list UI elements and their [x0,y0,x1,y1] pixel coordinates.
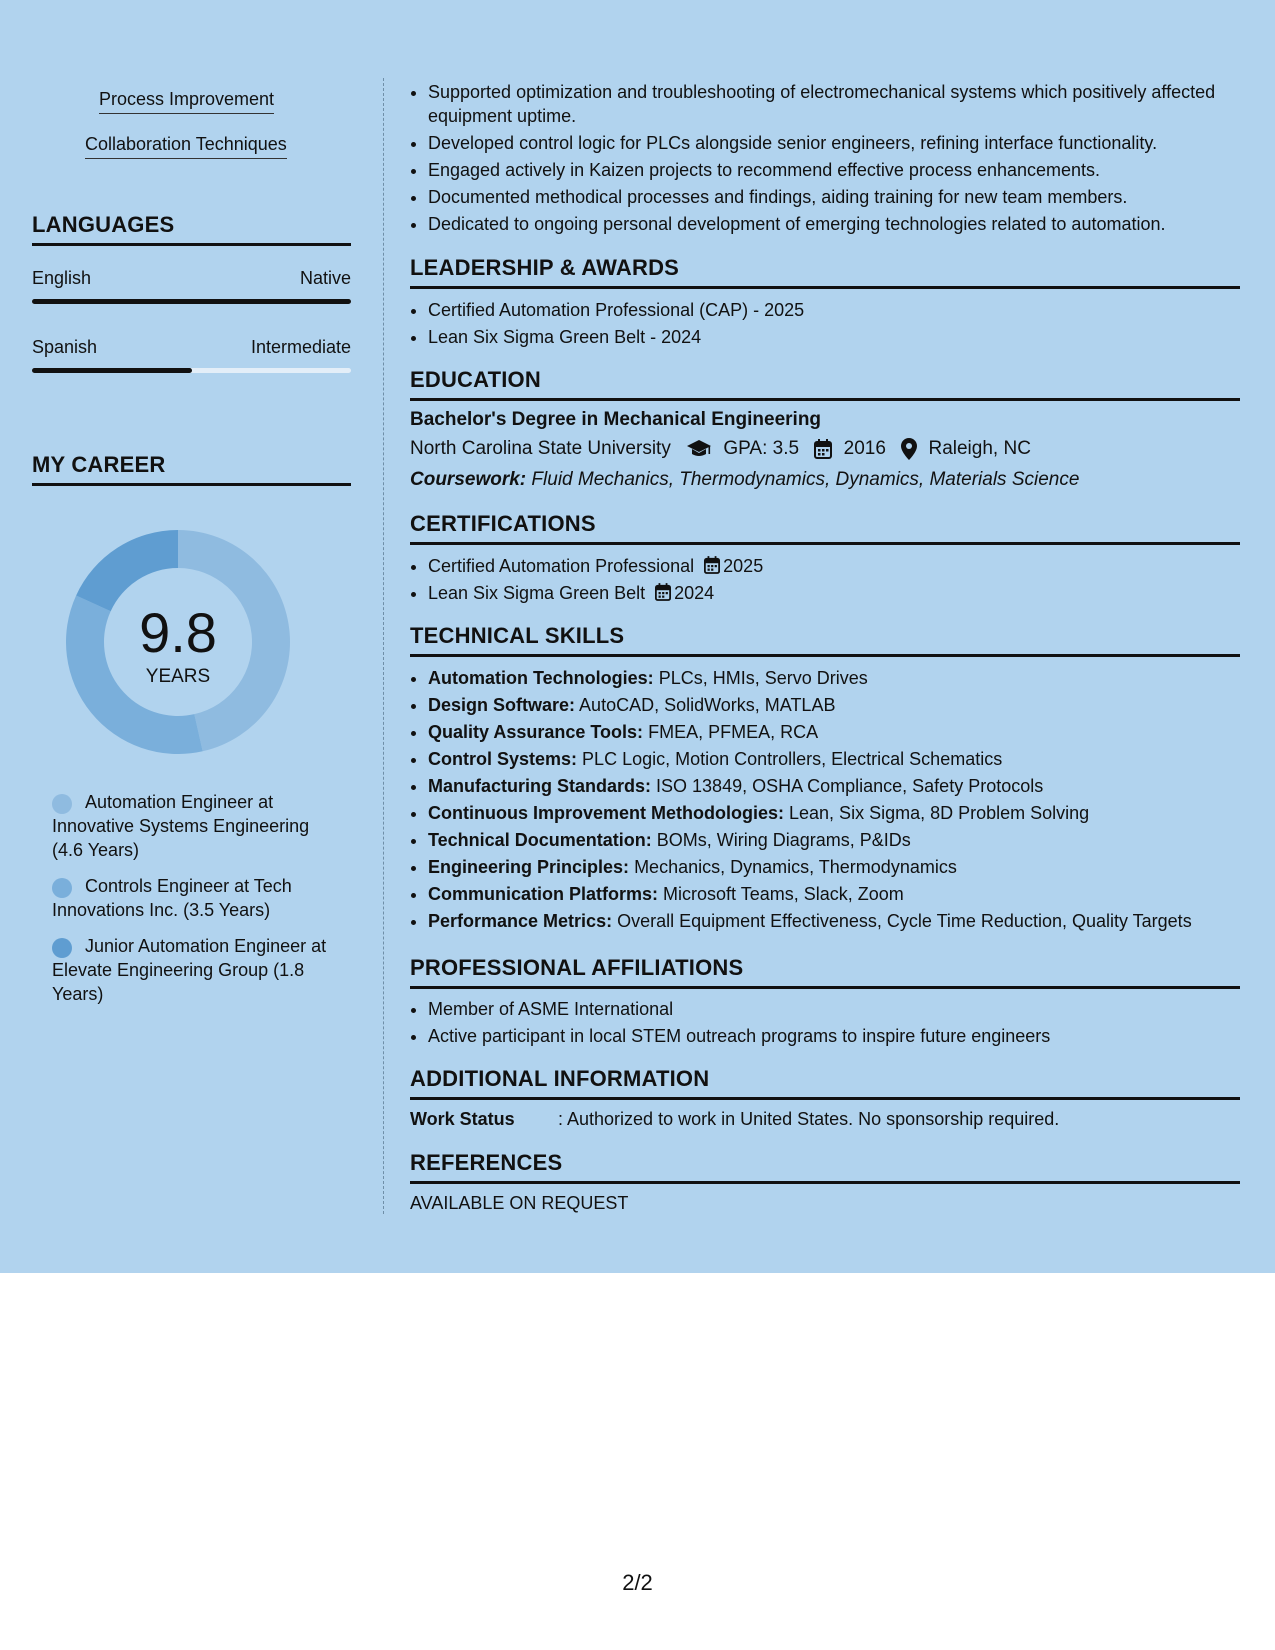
column-divider [383,78,384,1214]
school-location: Raleigh, NC [928,438,1031,459]
certification-item [428,554,1240,578]
graduation-year: 2016 [843,438,886,459]
skill-values: ISO 13849, OSHA Compliance, Safety Protocols [656,776,1044,796]
career-legend-item [52,790,342,862]
references-text: AVAILABLE ON REQUEST [410,1193,629,1213]
language-name: Spanish [32,337,98,357]
career-legend [52,790,342,1018]
affiliation-item: • Member of ASME International [428,997,1240,1021]
skill-category: Control Systems: [428,749,578,769]
skill-values: AutoCAD, SolidWorks, MATLAB [579,695,836,715]
experience-bullet: • Developed control logic for PLCs alongside senior engineers, refining interface functionality. [428,131,1240,155]
skill-category: Technical Documentation: [428,830,652,850]
skill-category: Automation Technologies: [428,668,654,688]
language-proficiency-bar [32,368,351,373]
skill-tag: Collaboration Techniques [85,134,287,159]
references-heading: REFERENCES [410,1150,1240,1184]
coursework [410,469,1079,491]
experience-bullet: • Dedicated to ongoing personal development of emerging technologies related to automation. [428,212,1240,236]
technical-skill-item [428,774,1240,798]
legend-dot [52,794,72,814]
skill-category: Manufacturing Standards: [428,776,652,796]
career-legend-item [52,934,342,1006]
experience-bullet: • Supported optimization and troubleshooting of electromechanical systems which positively affected equipment uptime. [428,80,1240,128]
language-proficiency-bar [32,299,351,304]
skill-values: FMEA, PFMEA, RCA [648,722,819,742]
skill-category: Communication Platforms: [428,884,659,904]
certifications-heading: CERTIFICATIONS [410,511,1240,545]
language-name: English [32,268,92,288]
skill-values: Lean, Six Sigma, 8D Problem Solving [789,803,1090,823]
leadership-heading: LEADERSHIP & AWARDS [410,255,1240,289]
language-proficiency-fill [32,368,192,373]
technical-skill-item [428,882,1240,906]
technical-skills-heading: TECHNICAL SKILLS [410,623,1240,657]
technical-skill-item [428,693,1240,717]
technical-skill-item [428,828,1240,852]
legend-dot [52,878,72,898]
career-heading: MY CAREER [32,452,351,486]
skill-category: Design Software: [428,695,576,715]
calendar-icon [704,556,720,574]
work-status-row [410,1109,1059,1130]
graduation-cap-icon [686,439,712,459]
work-status-value: : Authorized to work in United States. No sponsorship required. [558,1109,1060,1129]
experience-bullet: • Documented methodical processes and findings, aiding training for new team members. [428,185,1240,209]
education-details [410,438,1031,460]
skill-values: Microsoft Teams, Slack, Zoom [663,884,904,904]
career-legend-text: Controls Engineer at Tech Innovations Inc. (3.5 Years) [52,876,292,920]
skill-category: Performance Metrics: [428,911,613,931]
certification-item [428,581,1240,605]
coursework-label: Coursework: [410,469,527,490]
additional-info-heading: ADDITIONAL INFORMATION [410,1066,1240,1100]
work-status-label: Work Status [410,1109,515,1129]
technical-skill-item [428,909,1240,933]
certification-name: Certified Automation Professional [428,556,695,576]
affiliations-list [410,997,1240,1051]
school-name: North Carolina State University [410,438,671,459]
skill-values: PLCs, HMIs, Servo Drives [658,668,868,688]
technical-skill-item [428,801,1240,825]
certification-name: Lean Six Sigma Green Belt [428,583,646,603]
career-donut-chart [66,530,290,754]
technical-skill-item [428,666,1240,690]
career-donut-segment [76,530,178,611]
legend-dot [52,938,72,958]
skill-category: Continuous Improvement Methodologies: [428,803,784,823]
certification-year: 2024 [674,583,715,603]
career-total-value: 9.8 [139,601,217,664]
education-heading: EDUCATION [410,367,1240,401]
skill-values: PLC Logic, Motion Controllers, Electrical Schematics [582,749,1003,769]
technical-skill-item [428,747,1240,771]
skill-category: Quality Assurance Tools: [428,722,644,742]
technical-skill-item [428,855,1240,879]
language-proficiency-fill [32,299,351,304]
skill-values: Overall Equipment Effectiveness, Cycle Time Reduction, Quality Targets [617,911,1192,931]
experience-bullet: • Engaged actively in Kaizen projects to recommend effective process enhancements. [428,158,1240,182]
affiliations-heading: PROFESSIONAL AFFILIATIONS [410,955,1240,989]
page-number: 2/2 [622,1570,653,1595]
skill-tag: Process Improvement [99,89,274,114]
career-legend-item [52,874,342,922]
technical-skills-list [410,666,1240,936]
career-total-unit: YEARS [145,666,211,687]
language-level: Native [299,268,351,288]
career-legend-text: Junior Automation Engineer at Elevate Engineering Group (1.8 Years) [52,936,327,1004]
skill-category: Engineering Principles: [428,857,630,877]
language-level: Intermediate [250,337,351,357]
technical-skill-item [428,720,1240,744]
leadership-list [410,298,1240,352]
leadership-item: • Lean Six Sigma Green Belt - 2024 [428,325,1240,349]
affiliation-item: • Active participant in local STEM outreach programs to inspire future engineers [428,1024,1240,1048]
coursework-list: Fluid Mechanics, Thermodynamics, Dynamics, Materials Science [531,469,1080,490]
skill-values: Mechanics, Dynamics, Thermodynamics [634,857,957,877]
calendar-icon [655,583,671,601]
calendar-icon [814,439,832,459]
location-pin-icon [901,438,917,460]
experience-bullets [410,80,1240,239]
career-legend-text: Automation Engineer at Innovative Systems Engineering (4.6 Years) [52,792,310,860]
certification-year: 2025 [723,556,764,576]
languages-heading: LANGUAGES [32,212,351,246]
degree-title: Bachelor's Degree in Mechanical Engineering [410,409,822,430]
leadership-item: • Certified Automation Professional (CAP) - 2025 [428,298,1240,322]
skill-values: BOMs, Wiring Diagrams, P&IDs [656,830,911,850]
gpa: GPA: 3.5 [723,438,800,459]
certifications-list [410,554,1240,608]
